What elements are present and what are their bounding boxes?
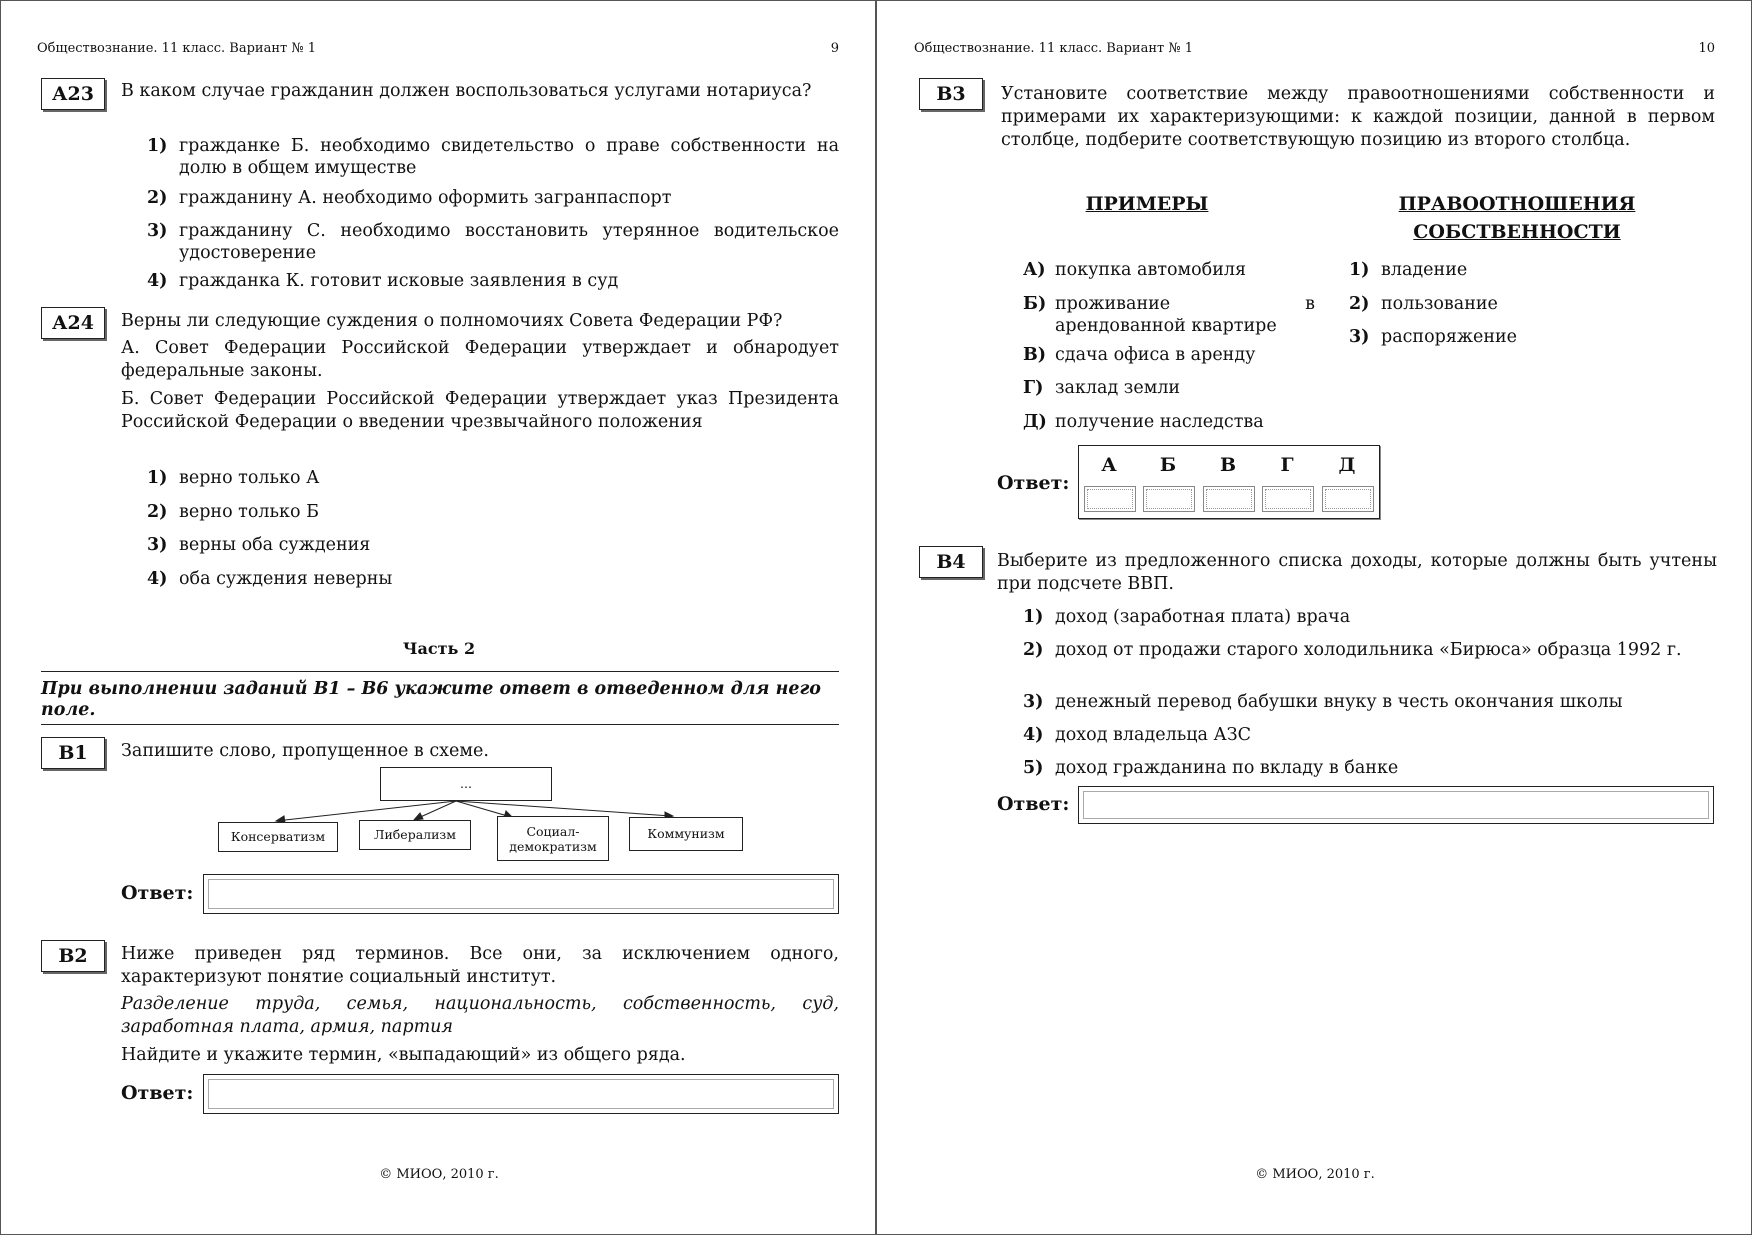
a23-question: В каком случае гражданин должен воспользоваться услугами нотариуса? — [121, 81, 812, 101]
option-text: верно только А — [179, 468, 320, 488]
grid-header-d: Д — [1338, 454, 1356, 476]
a24-statement-b: Б. Совет Федерации Российской Федерации утверждает указ Президента Российской Федерации о введении чрезвычайного положения — [121, 389, 839, 432]
task-label-a23: А23 — [41, 78, 105, 110]
relation-text: пользование — [1381, 294, 1498, 314]
b4-answer-field[interactable] — [1078, 786, 1714, 824]
task-label-b2: В2 — [41, 940, 105, 972]
option-number: 3) — [147, 535, 168, 555]
option-text: гражданка К. готовит исковые заявления в суд — [179, 271, 619, 291]
divider — [41, 671, 839, 672]
grid-cell-a[interactable] — [1084, 486, 1136, 512]
grid-header-g: Г — [1280, 454, 1294, 476]
answer-label: Ответ: — [121, 1082, 194, 1104]
answer-label: Ответ: — [997, 472, 1070, 494]
a24-statement-a: А. Совет Федерации Российской Федерации утверждает и обнародует федеральные законы. — [121, 338, 839, 381]
a24-question: Верны ли следующие суждения о полномочиях Совета Федерации РФ? — [121, 311, 783, 331]
part-2-title: Часть 2 — [402, 639, 476, 658]
relation-key: 1) — [1349, 260, 1370, 280]
example-key: В) — [1023, 345, 1047, 365]
option-number: 4) — [147, 271, 168, 291]
b2-terms: Разделение труда, семья, национальность, собственность, суд, заработная плата, армия, партия — [121, 994, 839, 1037]
scheme-box-text: Социал-демократизм — [509, 824, 597, 854]
option-text: верно только Б — [179, 502, 319, 522]
relation-text: распоряжение — [1381, 327, 1518, 347]
answer-label: Ответ: — [997, 793, 1070, 815]
grid-cell-d[interactable] — [1322, 486, 1374, 512]
b3-column-relations: ПРАВООТНОШЕНИЯ СОБСТВЕННОСТИ — [1398, 193, 1636, 243]
task-label-a24: А24 — [41, 307, 105, 339]
option-number: 2) — [1023, 640, 1044, 660]
b1-question: Запишите слово, пропущенное в схеме. — [121, 741, 489, 761]
grid-cell-g[interactable] — [1262, 486, 1314, 512]
task-label-b3: В3 — [919, 78, 983, 110]
answer-label: Ответ: — [121, 882, 194, 904]
option-number: 2) — [147, 502, 168, 522]
footer-copyright: © МИОО, 2010 г. — [1255, 1167, 1375, 1182]
b3-column-examples: ПРИМЕРЫ — [1085, 193, 1209, 215]
example-text: получение наследства — [1055, 412, 1264, 432]
page-number: 9 — [830, 41, 839, 56]
relation-text: владение — [1381, 260, 1468, 280]
option-text: гражданке Б. необходимо свидетельство о праве собственности на долю в общем имуществе — [179, 136, 839, 178]
scheme-box-conservatism: Консерватизм — [218, 822, 338, 852]
option-text: доход гражданина по вкладу в банке — [1055, 758, 1399, 778]
example-text: сдача офиса в аренду — [1055, 345, 1256, 365]
grid-cell-b[interactable] — [1143, 486, 1195, 512]
example-key: Г) — [1023, 378, 1044, 398]
option-number: 1) — [1023, 607, 1044, 627]
b3-answer-grid — [1078, 445, 1380, 519]
page-number: 10 — [1698, 41, 1715, 56]
example-key: Б) — [1023, 294, 1047, 314]
b3-question: Установите соответствие между правоотношениями собственности и примерами их характеризующими: к каждой позиции, данной в первом столбце, подберите соответствующую позицию из второго столбца. — [1001, 84, 1715, 150]
option-number: 5) — [1023, 758, 1044, 778]
example-key: Д) — [1023, 412, 1047, 432]
option-number: 1) — [147, 136, 168, 156]
task-label-b4: В4 — [919, 546, 983, 578]
b2-task: Найдите и укажите термин, «выпадающий» из общего ряда. — [121, 1045, 686, 1065]
option-text: доход от продажи старого холодильника «Бирюса» образца 1992 г. — [1055, 640, 1682, 660]
example-text: заклад земли — [1055, 378, 1181, 398]
b2-question: Ниже приведен ряд терминов. Все они, за исключением одного, характеризуют понятие социальный институт. — [121, 944, 839, 987]
task-label-b1: В1 — [41, 737, 105, 769]
option-number: 3) — [147, 221, 168, 241]
b4-question: Выберите из предложенного списка доходы, которые должны быть учтены при подсчете ВВП. — [997, 551, 1717, 594]
option-text: доход (заработная плата) врача — [1055, 607, 1351, 627]
page-header-title: Обществознание. 11 класс. Вариант № 1 — [37, 41, 317, 56]
b2-answer-field[interactable] — [203, 1074, 839, 1114]
example-text: проживание в арендованной квартире — [1055, 294, 1315, 336]
divider — [41, 724, 839, 725]
grid-header-a: А — [1101, 454, 1117, 476]
relation-key: 2) — [1349, 294, 1370, 314]
scheme-box-liberalism: Либерализм — [359, 820, 471, 850]
option-text: верны оба суждения — [179, 535, 371, 555]
option-number: 2) — [147, 188, 168, 208]
example-key: А) — [1023, 260, 1046, 280]
page-left — [0, 0, 876, 1235]
footer-copyright: © МИОО, 2010 г. — [379, 1167, 499, 1182]
option-text: денежный перевод бабушки внуку в честь окончания школы — [1055, 692, 1623, 712]
relation-key: 3) — [1349, 327, 1370, 347]
example-text: покупка автомобиля — [1055, 260, 1247, 280]
b1-answer-field[interactable] — [203, 874, 839, 914]
scheme-box-communism: Коммунизм — [629, 817, 743, 851]
scheme-box-missing: ... — [380, 767, 552, 801]
option-text: оба суждения неверны — [179, 569, 393, 589]
option-text: доход владельца АЗС — [1055, 725, 1252, 745]
option-number: 4) — [147, 569, 168, 589]
scheme-box-social-democratism — [497, 816, 609, 861]
part-2-instruction: При выполнении заданий В1 – В6 укажите ответ в отведенном для него поле. — [41, 679, 821, 720]
option-text: гражданину А. необходимо оформить загранпаспорт — [179, 188, 672, 208]
page-header-title: Обществознание. 11 класс. Вариант № 1 — [914, 41, 1194, 56]
page-right — [876, 0, 1752, 1235]
option-number: 1) — [147, 468, 168, 488]
grid-header-v: В — [1219, 454, 1237, 476]
option-text: гражданину С. необходимо восстановить утерянное водительское удостоверение — [179, 221, 839, 263]
grid-cell-v[interactable] — [1203, 486, 1255, 512]
option-number: 4) — [1023, 725, 1044, 745]
option-number: 3) — [1023, 692, 1044, 712]
grid-header-b: Б — [1159, 454, 1177, 476]
